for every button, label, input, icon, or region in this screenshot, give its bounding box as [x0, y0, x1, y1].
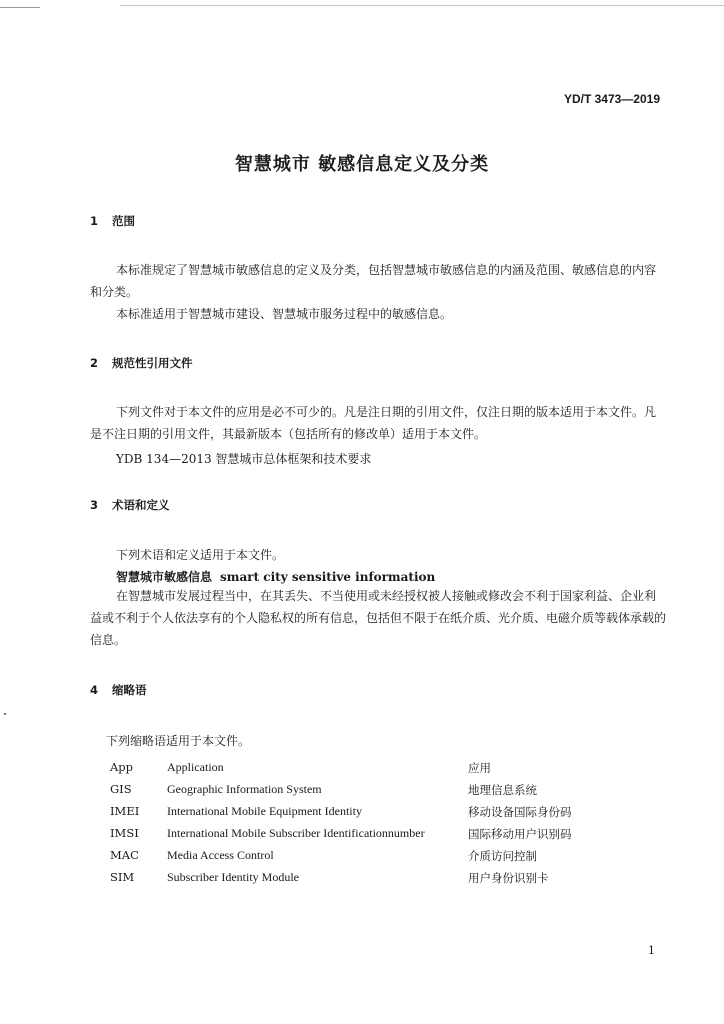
abbr-english: International Mobile Equipment Identity — [167, 804, 362, 818]
term-entry — [116, 568, 435, 585]
abbreviation-row — [110, 826, 610, 846]
paragraph: 下列文件对于本文件的应用是必不可少的。凡是注日期的引用文件，仅注日期的版本适用于本文件。凡是不注日期的引用文件，其最新版本（包括所有的修改单）适用于本文件。 — [90, 405, 657, 441]
scan-edge-line — [120, 5, 724, 6]
section-title: 范围 — [112, 214, 135, 228]
abbr-chinese: 地理信息系统 — [468, 783, 537, 797]
term-english: smart city sensitive information — [220, 570, 436, 584]
section-number: 3 — [90, 498, 99, 512]
abbreviation-row — [110, 848, 610, 868]
section-intro: 下列缩略语适用于本文件。 — [106, 734, 251, 748]
section-number: 1 — [90, 214, 99, 228]
section-title: 术语和定义 — [112, 498, 170, 512]
abbr-chinese: 应用 — [468, 761, 491, 775]
section-number: 4 — [90, 683, 99, 697]
abbr-chinese: 介质访问控制 — [468, 849, 537, 863]
abbreviation-row — [110, 760, 610, 780]
section-3-heading — [90, 497, 170, 513]
document-title: 智慧城市 敏感信息定义及分类 — [234, 154, 490, 175]
scan-edge-line — [0, 7, 40, 8]
abbr-code: GIS — [110, 782, 132, 796]
section-1-heading — [90, 213, 135, 229]
abbreviation-row — [110, 804, 610, 824]
abbr-english: Media Access Control — [167, 848, 274, 862]
paragraph: 本标准规定了智慧城市敏感信息的定义及分类，包括智慧城市敏感信息的内涵及范围、敏感信息的内容和分类。 — [90, 263, 657, 299]
section-number: 2 — [90, 356, 99, 370]
section-4-heading — [90, 682, 147, 698]
section-intro: 下列术语和定义适用于本文件。 — [116, 548, 285, 562]
abbr-english: Subscriber Identity Module — [167, 870, 299, 884]
abbr-english: Application — [167, 760, 224, 774]
abbr-chinese: 国际移动用户识别码 — [468, 827, 572, 841]
abbr-code: App — [110, 760, 134, 774]
abbreviation-row — [110, 782, 610, 802]
normative-reference: YDB 134—2013 智慧城市总体框架和技术要求 — [116, 452, 372, 466]
abbr-english: International Mobile Subscriber Identificationnumber — [167, 826, 425, 840]
abbr-code: SIM — [110, 870, 135, 884]
section-title: 缩略语 — [112, 683, 147, 697]
abbreviation-row — [110, 870, 610, 890]
abbr-english: Geographic Information System — [167, 782, 322, 796]
abbr-code: IMSI — [110, 826, 139, 840]
abbr-code: MAC — [110, 848, 139, 862]
abbr-code: IMEI — [110, 804, 140, 818]
standard-code: YD/T 3473—2019 — [563, 92, 660, 106]
scan-speck — [4, 713, 6, 715]
page-number: 1 — [648, 944, 655, 957]
paragraph: 本标准适用于智慧城市建设、智慧城市服务过程中的敏感信息。 — [116, 307, 453, 321]
abbr-chinese: 用户身份识别卡 — [468, 871, 549, 885]
term-chinese: 智慧城市敏感信息 — [116, 570, 213, 584]
abbr-chinese: 移动设备国际身份码 — [468, 805, 572, 819]
section-2-heading — [90, 355, 193, 371]
section-title: 规范性引用文件 — [112, 356, 193, 370]
term-definition: 在智慧城市发展过程当中，在其丢失、不当使用或未经授权被人接触或修改会不利于国家利益、企业利益或不利于个人依法享有的个人隐私权的所有信息，包括但不限于在纸介质、光介质、电磁介质等载体承载的信息。 — [90, 589, 667, 647]
